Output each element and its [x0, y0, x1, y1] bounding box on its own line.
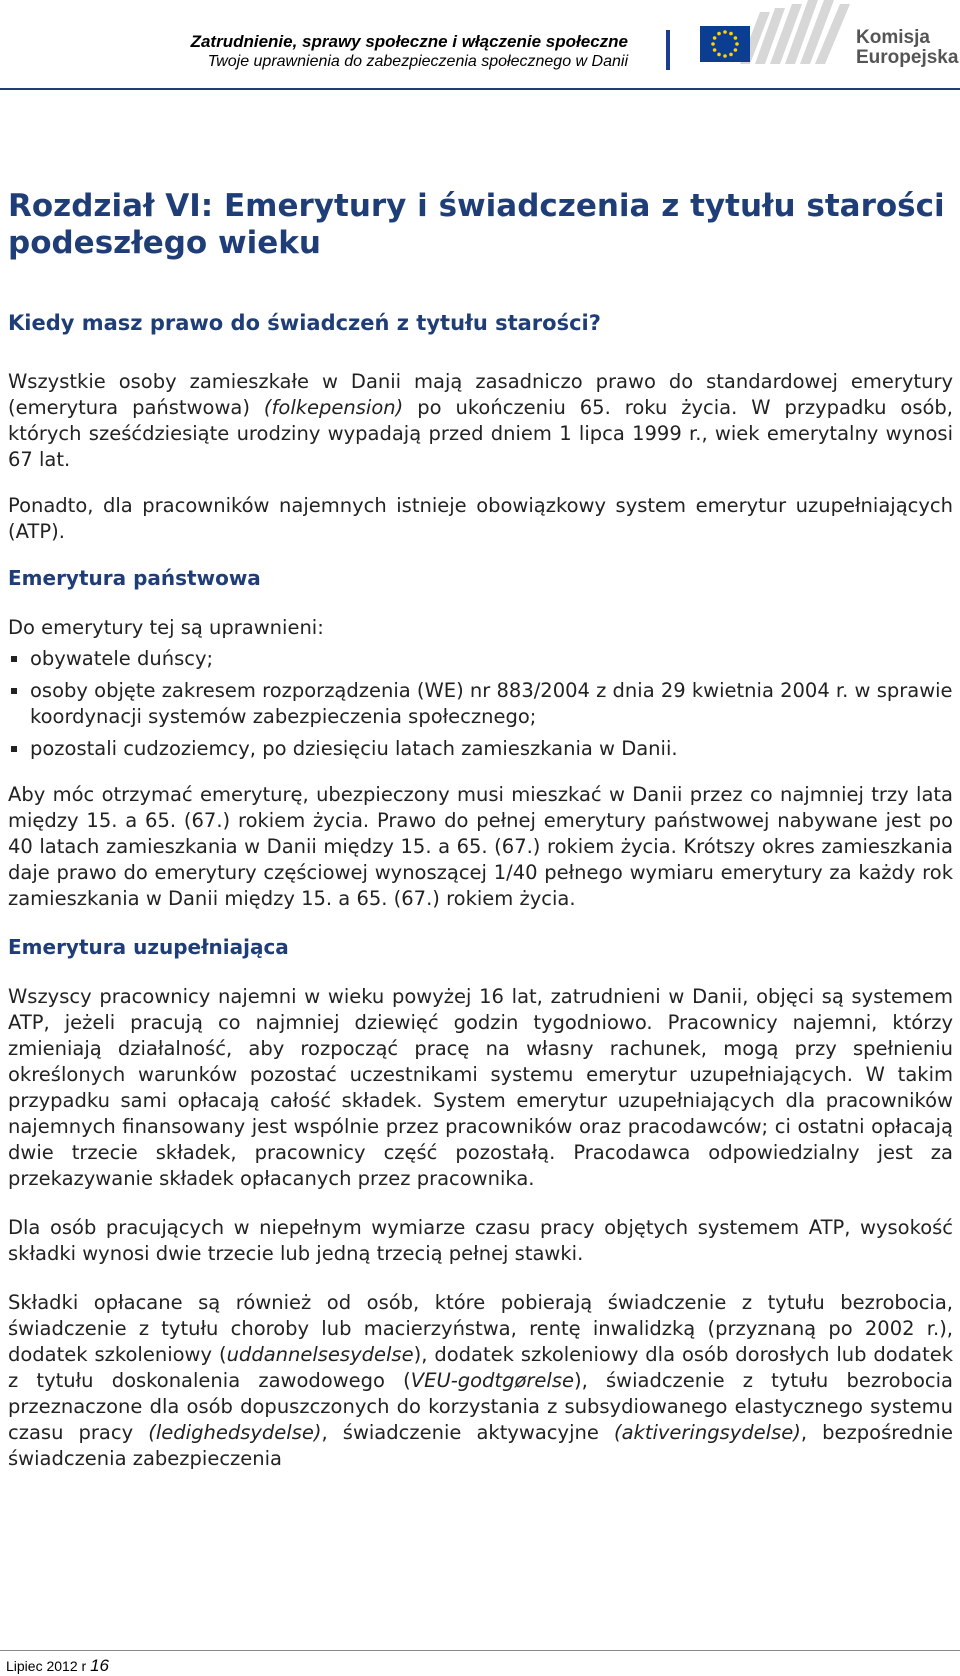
footer-text	[6, 1656, 109, 1676]
header-text	[191, 32, 628, 72]
list-item: osoby objęte zakresem rozporządzenia (WE) nr 883/2004 z dnia 29 kwietnia 2004 r. w sprawie koordynacji systemów zabezpieczenia społecznego;	[8, 678, 953, 730]
header-guide-title: Twoje uprawnienia do zabezpieczenia społecznego w Danii	[207, 53, 628, 70]
supplementary-paragraph-2: Dla osób pracujących w niepełnym wymiarze czasu pracy objętych systemem ATP, wysokość składki wynosi dwie trzecie lub jedną trzecią pełnej stawki.	[8, 1216, 953, 1265]
list-item: pozostali cudzoziemcy, po dziesięciu latach zamieszkania w Danii.	[8, 736, 953, 762]
supplementary-paragraph-1: Wszyscy pracownicy najemni w wieku powyżej 16 lat, zatrudnieni w Danii, objęci są systemem ATP, jeżeli pracują co najmniej dziewięć godzin tygodniowo. Pracownicy najemni, którzy zmieniają działalność, aby rozpocząć pracę na własny rachunek, mogą przy spełnieniu określonych warunków pozostać uczestnikami systemu emerytur uzupełniających. W takim przypadku sami opłacają całość składek. System emerytur uzupełniających dla pracowników najemnych finansowany jest wspólnie przez pracowników oraz pracodawców; ci ostatni opłacają dwie trzecie składek, pracownicy część pozostałą. Pracodawca odpowiedzialny jest za przekazywanie składek opłacanych przez pracownika.	[8, 985, 953, 1190]
page-header	[0, 0, 960, 92]
question-heading: Kiedy masz prawo do świadczeń z tytułu starości?	[8, 311, 601, 335]
supplementary-paragraph-3: Składki opłacane są również od osób, które pobierają świadczenie z tytułu bezrobocia, świadczenie z tytułu choroby lub macierzyństwa, rentę inwalidzką (przyznaną po 2002 r.), dodatek szkoleniowy (uddannelsesydelse), dodatek szkoleniowy dla osób dorosłych lub dodatek z tytułu doskonalenia zawodowego (VEU-godtgørelse), świadczenie z tytułu bezrobocia przeznaczone dla osób dopuszczonych do korzystania z subsydiowanego elastycznego systemu czasu pracy (ledighedsydelse), świadczenie aktywacyjne (aktiveringsydelse), bezpośrednie świadczenia zabezpieczenia	[8, 1291, 954, 1470]
residence-paragraph: Aby móc otrzymać emeryturę, ubezpieczony musi mieszkać w Danii przez co najmniej trzy lata między 15. a 65. (67.) rokiem życia. Prawo do pełnej emerytury państwowej nabywane jest po 40 latach zamieszkania w Danii między 15. a 65. (67.) rokiem życia. Krótszy okres zamieszkania daje prawo do emerytury częściowej wynoszącej 1/40 pełnego wymiaru emerytury za każdy rok zamieszkania w Danii między 15. a 65. (67.) rokiem życia.	[8, 783, 953, 910]
logo-wordmark: Komisja Europejska	[856, 27, 959, 68]
entitled-intro: Do emerytury tej są uprawnieni:	[8, 616, 324, 639]
list-item: obywatele duńscy;	[8, 646, 953, 672]
intro-paragraph: Wszystkie osoby zamieszkałe w Danii mają zasadniczo prawo do standardowej emerytury (emerytura państwowa) (folkepension) po ukończeniu 65. roku życia. W przypadku osób, których sześćdziesiąte urodziny wypadają przed dniem 1 lipca 1999 r., wiek emerytalny wynosi 67 lat.	[8, 370, 953, 471]
state-pension-heading: Emerytura państwowa	[8, 566, 261, 590]
chapter-title: Rozdział VI: Emerytury i świadczenia z tytułu starości podeszłego wieku	[8, 188, 945, 261]
page-content	[8, 188, 953, 1472]
supplementary-pension-heading: Emerytura uzupełniająca	[8, 935, 289, 959]
page-number: 16	[90, 1656, 109, 1675]
european-commission-logo	[700, 0, 960, 80]
header-rule	[0, 88, 960, 90]
footer-rule	[0, 1650, 960, 1651]
header-divider	[666, 30, 670, 70]
header-dg-title: Zatrudnienie, sprawy społeczne i włączenie społeczne	[190, 32, 628, 51]
entitled-list	[8, 646, 953, 762]
atp-paragraph: Ponadto, dla pracowników najemnych istnieje obowiązkowy system emerytur uzupełniających (ATP).	[8, 494, 953, 543]
footer-date: Lipiec 2012 r	[6, 1658, 87, 1674]
